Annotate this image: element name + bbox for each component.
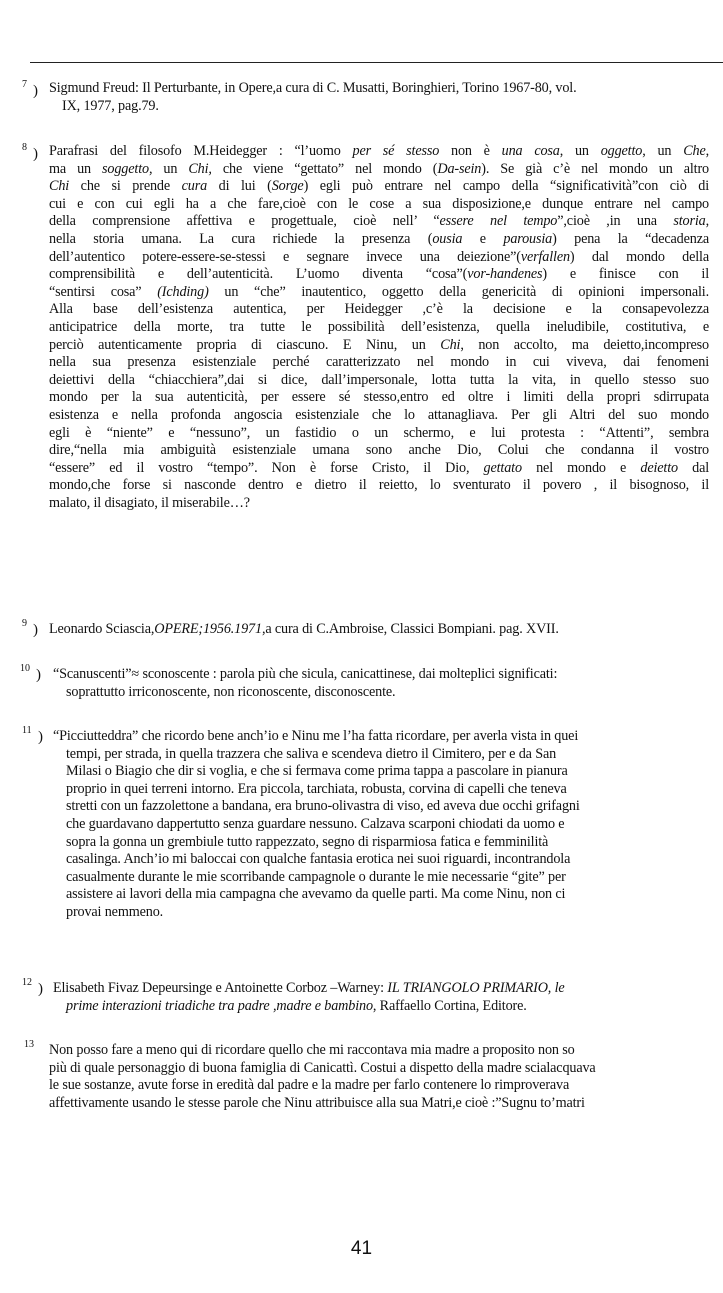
text-line: Elisabeth Fivaz Depeursinge e Antoinette Corboz –Warney: IL TRIANGOLO PRIMARIO, le bbox=[53, 980, 565, 996]
text-line: stretti con un fazzolettone a bandana, era bruno-olivastra di viso, ed aveva due occhi grifagni bbox=[66, 798, 580, 815]
text-line: dell’autentico potere-essere-se-stessi e segnare invece una deiezione”(verfallen) dal mondo della bbox=[49, 248, 709, 265]
text-line: tempi, per strada, in quella trazzera che saliva e scendeva dietro il Cimitero, per e da San bbox=[66, 745, 557, 762]
text-line: esistenza e nella profonda angoscia esistenziale che lo attanagliava. Per gli Altri del suo mondo bbox=[49, 406, 709, 423]
text-line: dire,“nella mia ambiguità esistenziale umana sono anche Dio, Colui che condanna il vostro bbox=[49, 442, 709, 459]
footnote-number: 9 bbox=[22, 618, 27, 629]
text-line: sopra la gonna un grembiule tutto rappezzato, segno di risparmiosa fatica e femminilità bbox=[66, 833, 549, 850]
text-line: “sentirsi cosa” (Ichding) un “che” inautentico, oggetto della genericità di opinioni impersonali. bbox=[49, 283, 709, 300]
text-line: ma un soggetto, un Chi, che viene “gettato” nel mondo (Da-sein). Se già c’è nel mondo un altro bbox=[49, 160, 709, 177]
footnote-text bbox=[49, 621, 709, 639]
text-line: nella sua presenza esistenziale perché caratterizzato nel mondo in cui viveva, dai fenomeni bbox=[49, 354, 709, 371]
text-line: nella storia umana. La cura richiede la presenza (ousia e parousia) pena la “decadenza bbox=[49, 230, 709, 247]
footnote-paren: ) bbox=[33, 83, 38, 99]
footnote-text bbox=[53, 728, 709, 922]
footnote-text bbox=[49, 1042, 711, 1112]
footnote-text bbox=[53, 980, 713, 1015]
text-line: Parafrasi del filosofo M.Heidegger : “l’uomo per sé stesso non è una cosa, un oggetto, un Che, bbox=[49, 143, 709, 159]
text-line: che guardavano dappertutto senza guardare nessuno. Calzava scarponi chiodati da uomo e bbox=[66, 815, 565, 832]
text-line: Non posso fare a meno qui di ricordare quello che mi raccontava mia madre a proposito non so bbox=[49, 1042, 575, 1058]
footnote-number: 7 bbox=[22, 79, 27, 90]
footnote-number: 11 bbox=[22, 725, 32, 736]
text-line: assistere ai lavori della mia campagna che avevamo da quelle parti. Ma come Ninu, non ci bbox=[66, 886, 566, 903]
footnote-paren: ) bbox=[38, 729, 43, 745]
text-line: perciò autenticamente propria di ciascuno. E Ninu, un Chi, non accolto, ma deietto,incompreso bbox=[49, 336, 709, 353]
footnote-text bbox=[49, 143, 709, 512]
text-line: IX, 1977, pag.79. bbox=[62, 97, 159, 114]
text-line: Sigmund Freud: Il Perturbante, in Opere,a cura di C. Musatti, Boringhieri, Torino 1967-80, vol. bbox=[49, 80, 577, 96]
text-line: provai nemmeno. bbox=[66, 903, 164, 920]
top-rule bbox=[30, 62, 723, 63]
text-line: deiettivi della “chiacchiera”,dai si dice, dall’impersonale, lotta tutta la vita, in quello stesso suo bbox=[49, 371, 709, 388]
text-line: più di quale personaggio di buona famiglia di Canicattì. Costui a dispetto della madre scialacquava bbox=[49, 1059, 596, 1076]
text-line: affettivamente usando le stesse parole che Ninu attribuisce alla sua Matri,e cioè :”Sugnu to’matri bbox=[49, 1094, 585, 1111]
text-line: soprattutto irriconoscente, non riconoscente, disconoscente. bbox=[66, 683, 396, 700]
footnote-number: 8 bbox=[22, 142, 27, 153]
footnote-text bbox=[49, 80, 709, 115]
text-line: casalinga. Anch’io mi baloccai con qualche fantasia erotica nei suoi riguardi, incontrandola bbox=[66, 851, 571, 868]
text-line: Chi che si prende cura di lui (Sorge) egli può entrare nel campo della “significatività”con ciò di bbox=[49, 178, 709, 195]
text-line: le sue sostanze, avute forse in eredità dal padre e la madre per farlo contenere lo rimproverava bbox=[49, 1077, 570, 1094]
text-line: mondo,che forse si nasconde dentro e dietro il reietto, lo sventurato il povero , il bisognoso, il bbox=[49, 477, 709, 494]
page-number: 41 bbox=[350, 1238, 373, 1259]
text-line: mondo per la sua autenticità, per essere sé stesso,entro ed oltre i limiti della propri sdirrupata bbox=[49, 389, 709, 406]
text-line: Alla base dell’esistenza autentica, per Heidegger ,c’è la decisione e la consapevolezza bbox=[49, 301, 709, 318]
text-line: casualmente durante le mie scorribande campagnole o durante le mie necessarie “gite” per bbox=[66, 868, 566, 885]
text-line: proprio in quei terreni intorno. Era piccola, tarchiata, robusta, corvina di capelli che teneva bbox=[66, 780, 567, 797]
footnote-paren: ) bbox=[38, 981, 43, 997]
text-line: comprensibilità e dell’autenticità. L’uomo diventa “cosa”(vor-handenes) e finisce con il bbox=[49, 266, 709, 283]
footnote-paren: ) bbox=[33, 622, 38, 638]
text-line: Milasi o Biagio che dir si voglia, e che si fermava come prima tappa a pascolare in pianura bbox=[66, 763, 568, 780]
text-line: Leonardo Sciascia,OPERE;1956.1971,a cura di C.Ambroise, Classici Bompiani. pag. XVII. bbox=[49, 621, 559, 637]
text-line: malato, il disagiato, il miserabile…? bbox=[49, 494, 250, 511]
text-line: della comprensione affettiva e progettuale, cioè nell’ “essere nel tempo”,cioè ,in una storia, bbox=[49, 213, 709, 230]
text-line: prime interazioni triadiche tra padre ,madre e bambino, Raffaello Cortina, Editore. bbox=[66, 997, 527, 1014]
footnote-number: 12 bbox=[22, 977, 32, 988]
footnote-paren: ) bbox=[36, 667, 41, 683]
text-line: “essere” ed il vostro “tempo”. Non è forse Cristo, il Dio, gettato nel mondo e deietto dal bbox=[49, 459, 710, 476]
footnote-number: 13 bbox=[24, 1039, 34, 1050]
footnote-text bbox=[53, 666, 713, 701]
text-line: cui e con cui egli ha a che fare,cioè con le cose a sua disposizione,e dunque entrare nel campo bbox=[49, 195, 709, 212]
text-line: anticipatrice della morte, tra tutte le possibilità dell’esistenza, quella ineludibile, costitutiva, e bbox=[49, 318, 709, 335]
text-line: “Scanuscenti”≈ sconoscente : parola più che sicula, canicattinese, dai molteplici significati: bbox=[53, 666, 558, 682]
text-line: egli è “niente” e “nessuno”, un fastidio o un schermo, e lui protesta : “Attenti”, sembra bbox=[49, 424, 709, 441]
footnote-paren: ) bbox=[33, 146, 38, 162]
footnote-number: 10 bbox=[20, 663, 30, 674]
text-line: “Picciutteddra” che ricordo bene anch’io e Ninu me l’ha fatta ricordare, per averla vista in quei bbox=[53, 728, 579, 744]
